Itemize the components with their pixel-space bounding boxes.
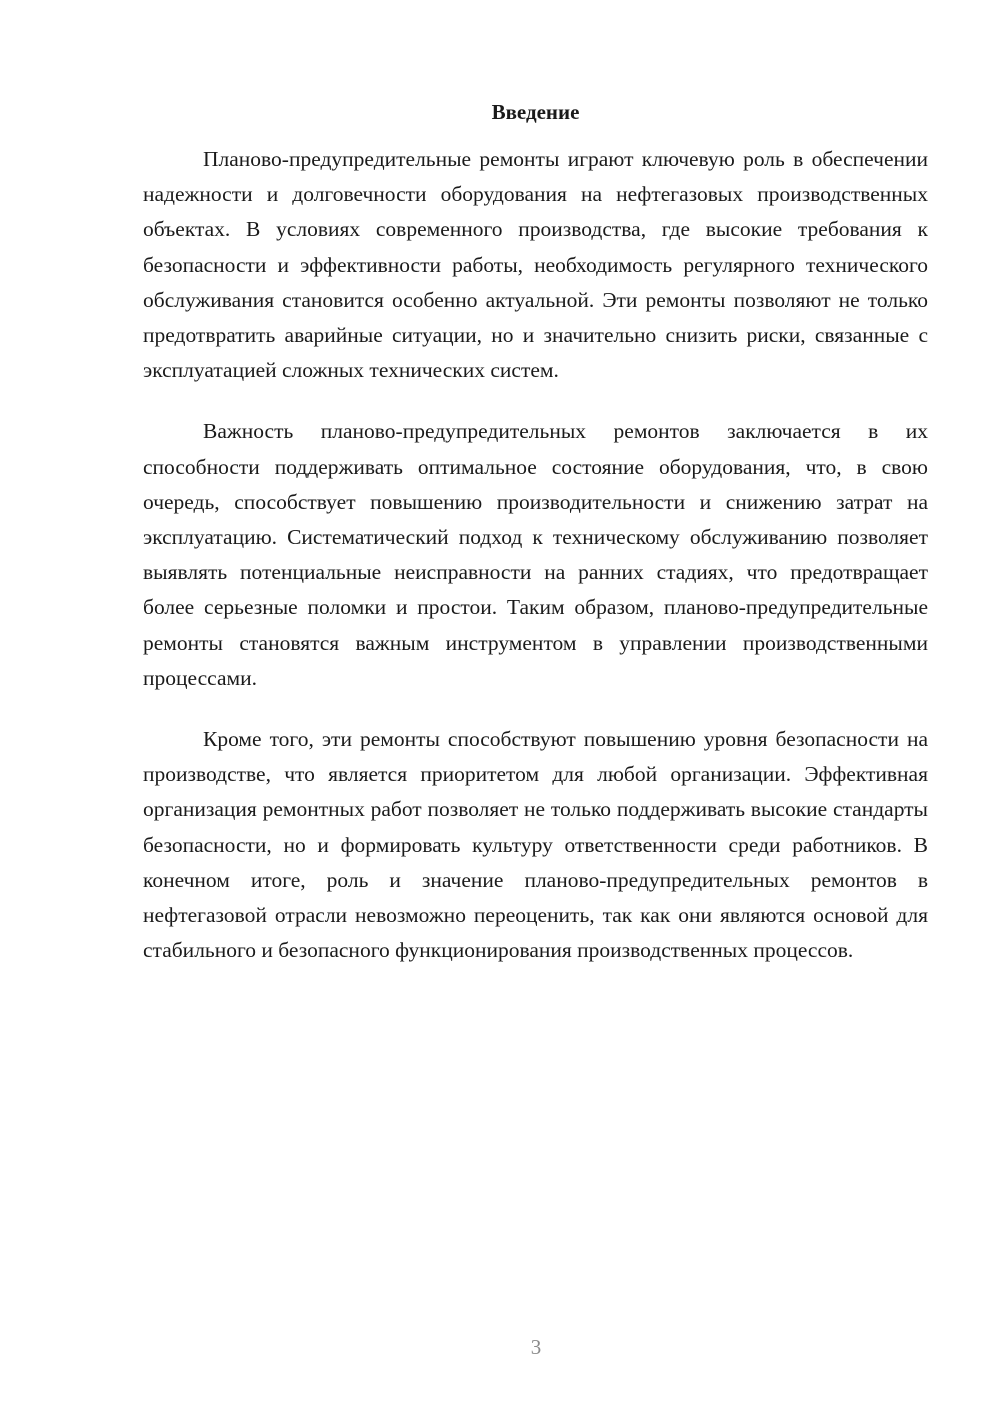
paragraph-3: Кроме того, эти ремонты способствуют повышению уровня безопасности на производстве, что является приоритетом для любой организации. Эффективная организация ремонтных работ позволяет не только поддерживать высокие стандарты безопасности, но и формировать культуру ответственности среди работников. В конечном итоге, роль и значение планово-предупредительных ремонтов в нефтегазовой отрасли невозможно переоценить, так как они являются основой для стабильного и безопасного функционирования производственных процессов. (143, 727, 928, 963)
page-title: Введение (491, 100, 580, 124)
paragraph-2: Важность планово-предупредительных ремонтов заключается в их способности поддерживать оптимальное состояние оборудования, что, в свою очередь, способствует повышению производительности и снижению затрат на эксплуатацию. Систематический подход к техническому обслуживанию позволяет выявлять потенциальные неисправности на ранних стадиях, что предотвращает более серьезные поломки и простои. Таким образом, планово-предупредительные ремонты становятся важным инструментом в управлении производственными процессами. (143, 419, 928, 690)
page-number: 3 (530, 1335, 542, 1359)
document-body (143, 142, 928, 994)
paragraph-1: Планово-предупредительные ремонты играют ключевую роль в обеспечении надежности и долговечности оборудования на нефтегазовых производственных объектах. В условиях современного производства, где высокие требования к безопасности и эффективности работы, необходимость регулярного технического обслуживания становится особенно актуальной. Эти ремонты позволяют не только предотвратить аварийные ситуации, но и значительно снизить риски, связанные с эксплуатацией сложных технических систем. (143, 147, 928, 383)
